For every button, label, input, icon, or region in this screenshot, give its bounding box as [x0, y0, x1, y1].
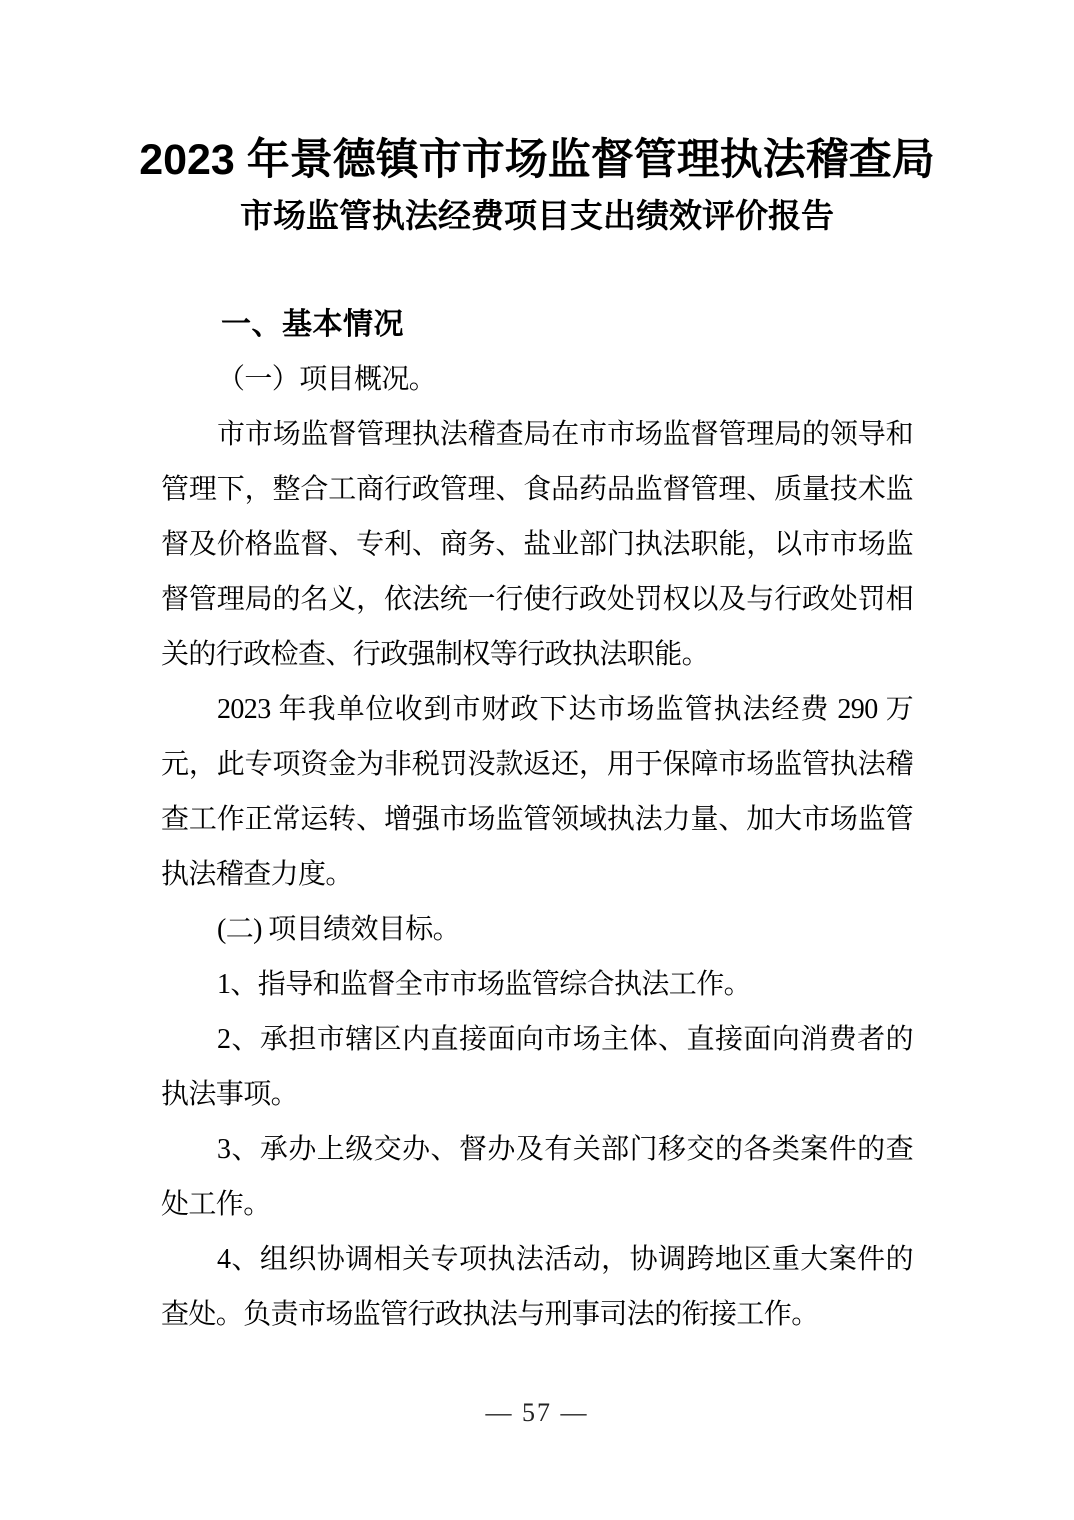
subsection-heading-performance-goals: (二) 项目绩效目标。 [217, 914, 461, 945]
paragraph-funding: 2023 年我单位收到市财政下达市场监管执法经费 290 万元，此专项资金为非税罚没款返还，用于保障市场监管执法稽查工作正常运转、增强市场监管领域执法力量、加大市场监管执法稽查力度。 [161, 694, 913, 890]
list-item-goal-4: 4、组织协调相关专项执法活动，协调跨地区重大案件的查处。负责市场监管行政执法与刑事司法的衔接工作。 [161, 1244, 913, 1330]
document-body [161, 297, 913, 1342]
list-item-goal-1: 1、指导和监督全市市场监管综合执法工作。 [217, 969, 752, 1000]
document-title: 2023 年景德镇市市场监督管理执法稽查局 [139, 136, 935, 184]
subsection-heading-project-overview: （一）项目概况。 [217, 364, 437, 395]
document-header [0, 0, 1074, 244]
document-subtitle: 市场监管执法经费项目支出绩效评价报告 [240, 197, 834, 234]
page-number: — 57 — [485, 1398, 589, 1427]
paragraph-project-overview: 市市场监督管理执法稽查局在市市场监督管理局的领导和管理下，整合工商行政管理、食品药品监督管理、质量技术监督及价格监督、专利、商务、盐业部门执法职能，以市市场监督管理局的名义，依法统一行使行政处罚权以及与行政处罚相关的行政检查、行政强制权等行政执法职能。 [161, 419, 913, 670]
list-item-goal-2: 2、承担市辖区内直接面向市场主体、直接面向消费者的执法事项。 [161, 1024, 913, 1110]
section-heading-basic-situation: 一、基本情况 [221, 308, 404, 341]
list-item-goal-3: 3、承办上级交办、督办及有关部门移交的各类案件的查处工作。 [161, 1134, 913, 1220]
